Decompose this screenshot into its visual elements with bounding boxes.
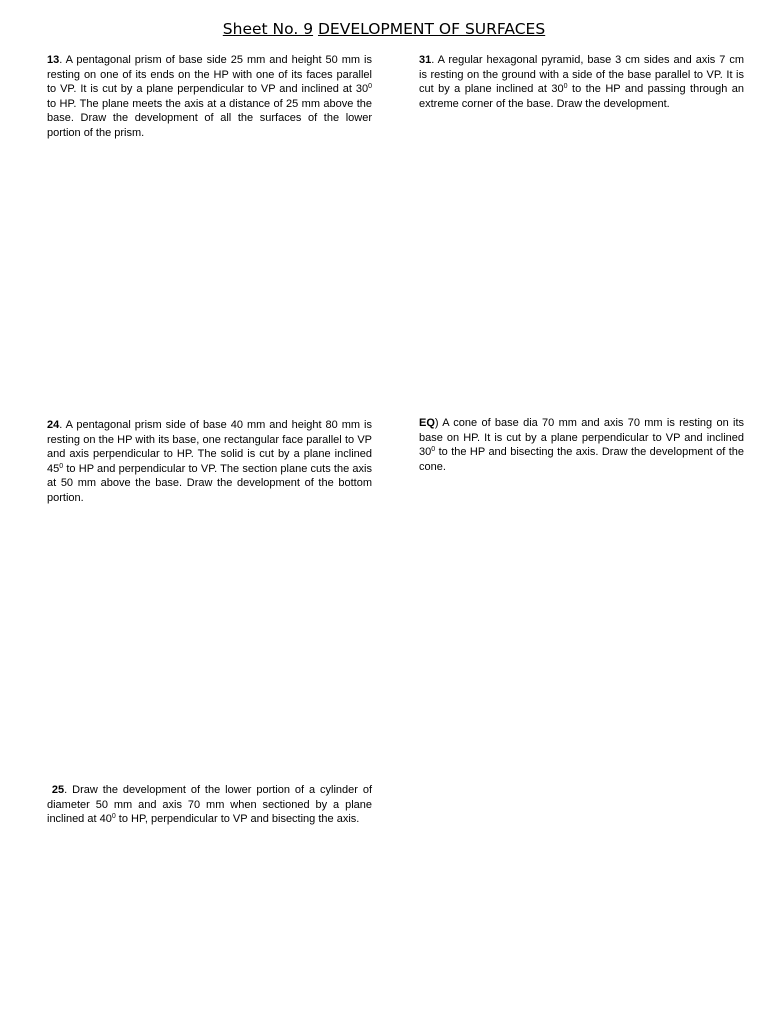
question-text: . A pentagonal prism of base side 25 mm and height 50 mm is resting on one of its ends on the HP with one of its faces parallel to VP. It is cut by a plane perpendicular to VP and inclined at 30 (47, 54, 372, 96)
degree-superscript: 0 (431, 446, 436, 454)
question-number: 25 (51, 784, 65, 796)
question-text: . A regular hexagonal pyramid, base 3 cm sides and axis 7 cm is resting on the ground with a side of the base parallel to VP. It is cut by a plane inclined at 30 (419, 54, 744, 96)
question-text: . Draw the development of the lower portion of a cylinder of diameter 50 mm and axis 70 mm when sectioned by a plane inclined at 40 (47, 784, 372, 826)
question-24 (47, 418, 372, 506)
degree-superscript: 0 (59, 462, 64, 470)
question-text: to HP and perpendicular to VP. The section plane cuts the axis at 50 mm above the base. Draw the development of the bottom portion. (47, 462, 372, 504)
question-31 (419, 53, 744, 111)
question-number: EQ (419, 417, 435, 429)
degree-superscript: 0 (111, 813, 116, 821)
page-title (0, 20, 768, 38)
degree-superscript: 0 (563, 83, 568, 91)
sheet-heading: DEVELOPMENT OF SURFACES (318, 20, 546, 38)
question-text: to HP. The plane meets the axis at a distance of 25 mm above the base. Draw the development of all the surfaces of the lower portion of the prism. (47, 97, 372, 139)
question-text: to the HP and bisecting the axis. Draw the development of the cone. (419, 446, 744, 473)
question-text: to HP, perpendicular to VP and bisecting the axis. (115, 813, 360, 826)
question-number: 31 (419, 54, 432, 66)
degree-superscript: 0 (368, 83, 372, 91)
sheet-number: Sheet No. 9 (222, 20, 314, 38)
question-13 (47, 53, 372, 141)
question-text: . A pentagonal prism side of base 40 mm and height 80 mm is resting on the HP with its base, one rectangular face parallel to VP and axis perpendicular to HP. The solid is cut by a plane inclined 45 (47, 419, 372, 475)
question-number: 13 (47, 54, 60, 66)
question-number: 24 (47, 419, 60, 431)
question-text: ) A cone of base dia 70 mm and axis 70 mm is resting on its base on HP. It is cut by a plane perpendicular to VP and inclined 30 (419, 417, 744, 459)
question-25 (47, 783, 372, 827)
question-eq (419, 416, 744, 474)
question-text: to the HP and passing through an extreme corner of the base. Draw the development. (419, 83, 744, 110)
